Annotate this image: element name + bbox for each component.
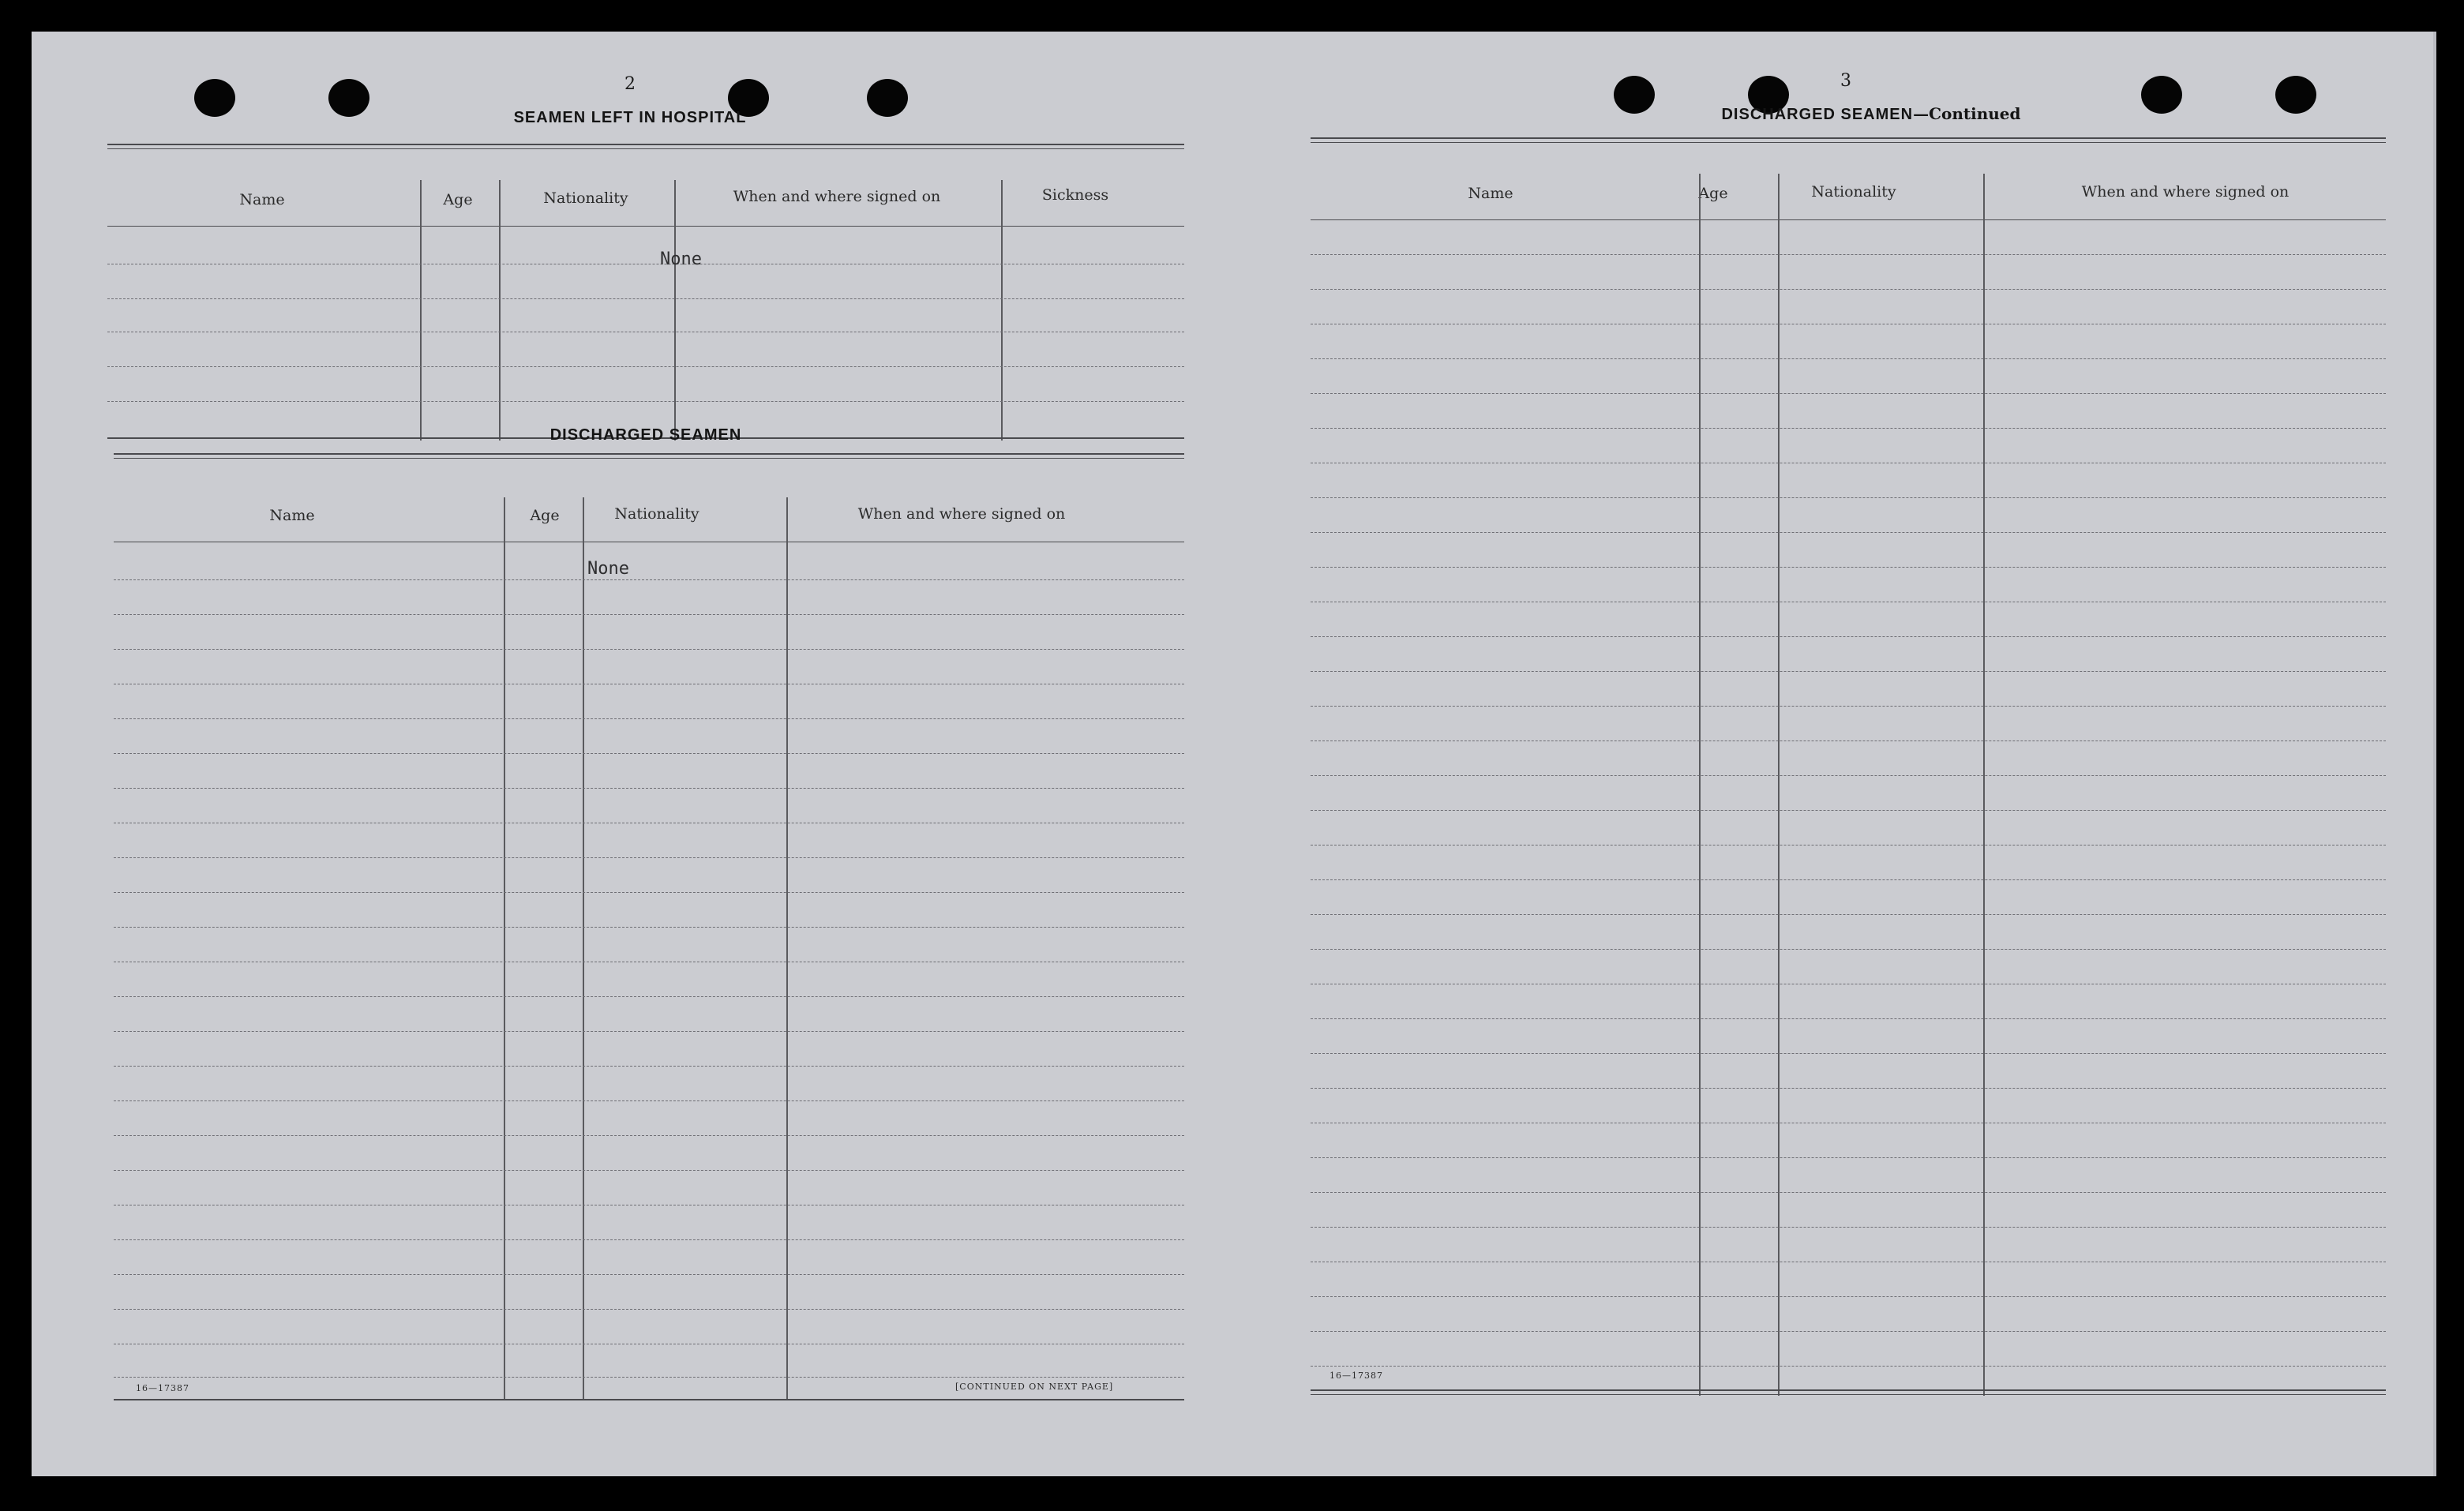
left-page-number: 2 [624,74,636,94]
punch-hole [194,79,235,117]
discharged-col-name: Name [269,507,315,524]
right-col-nationality: Nationality [1811,183,1896,201]
right-col-name: Name [1468,185,1513,202]
punch-hole [867,79,908,117]
right-discharged-table [1311,137,2386,1399]
discharged-col-nationality: Nationality [614,505,699,523]
hospital-col-sickness: Sickness [1041,186,1109,204]
document-sheet [32,32,2436,1476]
punch-hole [2275,76,2316,114]
right-col-age: Age [1698,185,1728,202]
right-page-number: 3 [1840,71,1851,91]
discharged-none-entry: None [587,559,629,579]
left-footer-code: 16—17387 [136,1383,189,1393]
discharged-col-signed-on: When and where signed on [857,505,1066,523]
right-col-signed-on: When and where signed on [2081,183,2290,201]
right-section-title [1721,104,2020,124]
hospital-col-signed-on: When and where signed on [733,188,941,205]
discharged-table [114,453,1184,1402]
right-title-continued: —Continued [1913,104,2021,123]
discharged-section-title: DISCHARGED SEAMEN [549,426,742,444]
hospital-col-nationality: Nationality [543,189,628,207]
right-title-main: DISCHARGED SEAMEN [1721,106,1914,123]
punch-hole [328,79,369,117]
hospital-col-age: Age [443,191,473,208]
hospital-none-entry: None [660,249,702,269]
hospital-col-name: Name [239,191,285,208]
left-footer-continued: [CONTINUED ON NEXT PAGE] [955,1382,1114,1392]
hospital-table [107,144,1184,447]
right-footer-code: 16—17387 [1330,1370,1383,1381]
discharged-col-age: Age [530,507,560,524]
punch-hole [2141,76,2182,114]
punch-hole [1614,76,1655,114]
hospital-section-title: SEAMEN LEFT IN HOSPITAL [513,109,747,126]
